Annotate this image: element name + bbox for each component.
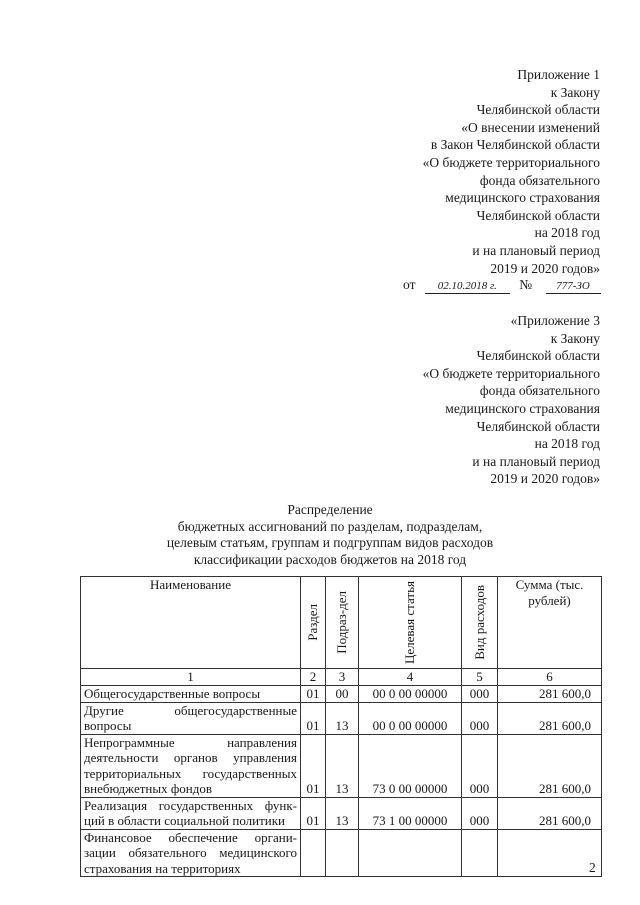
- heading-line: классификации расходов бюджетов на 2018 год: [193, 551, 467, 567]
- header-subsection: Подраз-дел: [326, 577, 359, 669]
- heading-line: бюджетных ассигнований по разделам, подразделам,: [177, 518, 483, 534]
- number-label: №: [519, 277, 533, 292]
- column-number: 3: [326, 669, 359, 686]
- row-subsection: 13: [326, 797, 359, 829]
- annex-1-line: Челябинской области: [476, 207, 600, 223]
- row-amount: 281 600,0: [498, 797, 602, 829]
- column-number: 4: [359, 669, 462, 686]
- table-row: [81, 829, 602, 877]
- row-subsection: [326, 829, 359, 877]
- annex-1-line: медицинского страхования: [445, 190, 600, 206]
- annex-1-line: Челябинской области: [476, 102, 600, 118]
- row-name: Общегосударственные вопросы: [81, 686, 301, 703]
- row-subsection: 00: [326, 686, 359, 703]
- annex-3-line: 2019 и 2020 годов»: [490, 471, 600, 487]
- row-target: 00 0 00 00000: [359, 686, 462, 703]
- annex-1-line: фонда обязательного: [479, 172, 600, 188]
- row-name: Реализация государственных функ-ций в области социальной политики: [81, 797, 301, 829]
- annex-3-line: медицинского страхования: [445, 400, 600, 416]
- header-target-article: Целевая статья: [359, 577, 462, 669]
- header-expense-type: Вид расходов: [462, 577, 498, 669]
- row-expense-type: 000: [462, 686, 498, 703]
- header-name: Наименование: [81, 577, 301, 669]
- row-name: Финансовое обеспечение органи-зации обязательного медицинского страхования на территориях: [81, 829, 301, 877]
- header-section: Раздел: [301, 577, 326, 669]
- column-number: 2: [301, 669, 326, 686]
- row-section: 01: [301, 797, 326, 829]
- row-section: 01: [301, 702, 326, 734]
- annex-3-line: «Приложение 3: [510, 313, 600, 328]
- column-number: 1: [81, 669, 301, 686]
- table-header-row: [81, 577, 602, 669]
- law-signature-line: [403, 277, 601, 294]
- annex-1-line: на 2018 год: [534, 225, 600, 241]
- annex-1-line: «О внесении изменений: [461, 119, 600, 135]
- row-amount: 281 600,0: [498, 702, 602, 734]
- heading-line: целевым статьям, группам и подгруппам видов расходов: [166, 535, 494, 550]
- column-number-row: [81, 669, 602, 686]
- header-amount: Сумма (тыс. рублей): [498, 577, 602, 669]
- row-expense-type: [462, 829, 498, 877]
- row-expense-type: 000: [462, 734, 498, 797]
- budget-allocation-table: [80, 576, 602, 877]
- annex-3-line: фонда обязательного: [479, 383, 600, 399]
- row-target: 73 1 00 00000: [359, 797, 462, 829]
- row-target: [359, 829, 462, 877]
- row-section: 01: [301, 686, 326, 703]
- annex-3-line: Челябинской области: [476, 418, 600, 434]
- row-name: Непрограммные направления деятельности органов управления территориальных государственных внебюджетных фондов: [81, 734, 301, 797]
- document-number: 777-ЗО: [546, 280, 601, 294]
- page-number: 2: [589, 860, 596, 875]
- document-date: 02.10.2018 г.: [425, 280, 510, 294]
- annex-3-header: [423, 312, 600, 488]
- annex-1-line: 2019 и 2020 годов»: [490, 260, 600, 276]
- annex-3-line: «О бюджете территориального: [422, 365, 600, 381]
- from-label: от: [403, 277, 416, 292]
- column-number: 6: [498, 669, 602, 686]
- table-row: [81, 797, 602, 829]
- document-heading: [120, 502, 540, 568]
- annex-1-line: «О бюджете территориального: [422, 154, 600, 170]
- row-expense-type: 000: [462, 702, 498, 734]
- row-expense-type: 000: [462, 797, 498, 829]
- annex-3-line: и на плановый период: [472, 453, 600, 469]
- table-row: [81, 734, 602, 797]
- row-amount: [498, 829, 602, 877]
- row-amount: 281 600,0: [498, 734, 602, 797]
- annex-1-line: в Закон Челябинской области: [430, 137, 600, 153]
- row-target: 73 0 00 00000: [359, 734, 462, 797]
- row-subsection: 13: [326, 734, 359, 797]
- heading-title: Распределение: [287, 502, 373, 517]
- row-subsection: 13: [326, 702, 359, 734]
- annex-3-line: на 2018 год: [534, 436, 600, 452]
- annex-3-line: к Закону: [550, 330, 600, 346]
- row-section: 01: [301, 734, 326, 797]
- table-row: [81, 702, 602, 734]
- table-row: [81, 686, 602, 703]
- annex-1-header: [423, 66, 600, 277]
- row-amount: 281 600,0: [498, 686, 602, 703]
- annex-1-line: к Закону: [550, 84, 600, 100]
- annex-3-line: Челябинской области: [476, 348, 600, 364]
- annex-1-line: и на плановый период: [472, 242, 600, 258]
- row-target: 00 0 00 00000: [359, 702, 462, 734]
- row-section: [301, 829, 326, 877]
- row-name: Другие общегосударственные вопросы: [81, 702, 301, 734]
- column-number: 5: [462, 669, 498, 686]
- annex-1-line: Приложение 1: [517, 67, 600, 82]
